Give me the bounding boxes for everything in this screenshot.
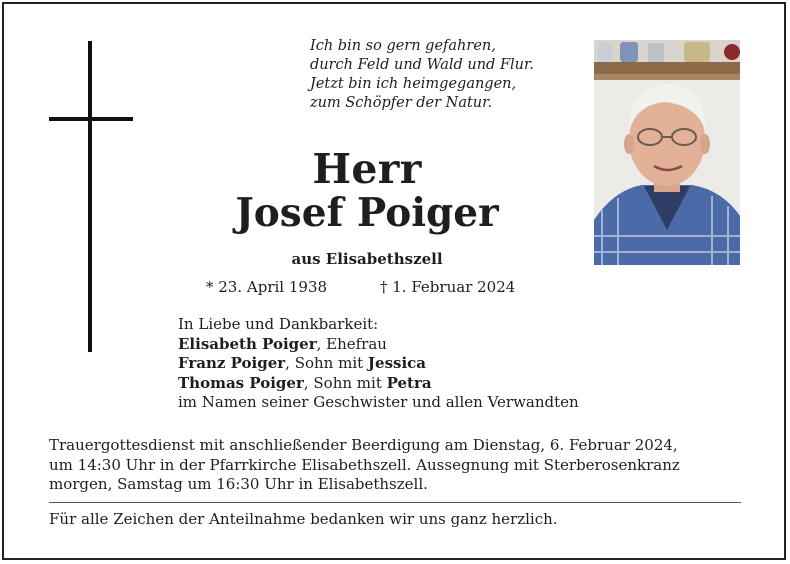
mourner-name: Franz Poiger [178,354,286,372]
mourner-name: Elisabeth Poiger [178,334,317,353]
mourner-line [178,354,579,374]
cross-symbol [88,41,92,352]
notice-line: Trauergottesdienst mit anschließender Beerdigung am Dienstag, 6. Februar 2024, [49,436,678,454]
divider [49,502,741,503]
mourner-line [178,374,579,394]
mourner-name: Thomas Poiger [178,373,304,392]
birth-date: * 23. April 1938 [206,278,328,296]
funeral-notice [49,436,680,495]
mourners-list [178,315,579,413]
portrait-photo [594,40,740,265]
mourner-line [178,335,579,355]
origin: aus Elisabethszell [291,250,443,268]
deceased-name: Josef Poiger [235,190,499,236]
poem-line: zum Schöpfer der Natur. [310,95,493,111]
portrait-illustration [594,40,740,265]
mourner-relation: , Sohn mit [285,354,368,372]
notice-line: morgen, Samstag um 16:30 Uhr in Elisabethszell. [49,475,428,493]
death-date: † 1. Februar 2024 [380,278,516,296]
mourner-relation: , Ehefrau [316,334,387,353]
mourner-partner: Petra [386,373,432,392]
mourner-partner: Jessica [367,354,427,372]
salutation: Herr [312,145,422,193]
thanks-text: Für alle Zeichen der Anteilnahme bedanken wir uns ganz herzlich. [49,510,558,528]
cross-symbol-bar [49,117,133,121]
poem [310,37,534,113]
poem-line: Jetzt bin ich heimgegangen, [310,76,517,92]
mourners-closing: im Namen seiner Geschwister und allen Verwandten [178,393,579,411]
poem-line: Ich bin so gern gefahren, [310,38,496,54]
mourners-intro: In Liebe und Dankbarkeit: [178,315,379,333]
notice-line: um 14:30 Uhr in der Pfarrkirche Elisabethszell. Aussegnung mit Sterberosenkranz [49,455,680,474]
mourner-relation: , Sohn mit [303,373,387,392]
poem-line: durch Feld und Wald und Flur. [310,57,534,73]
